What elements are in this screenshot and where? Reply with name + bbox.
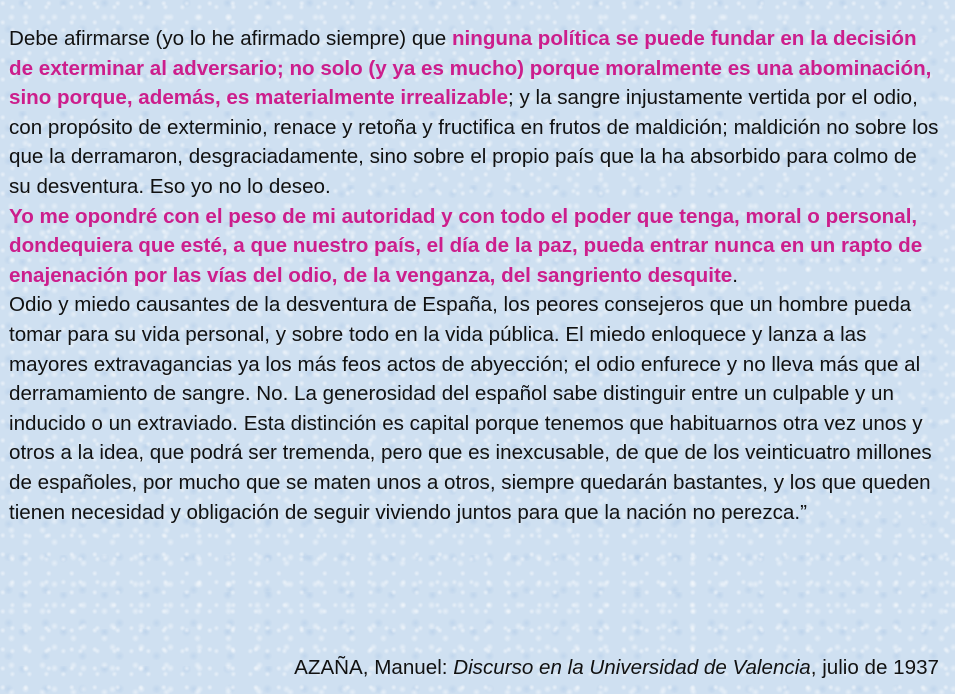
quote-paragraph-1	[9, 24, 943, 202]
citation-date: , julio de 1937	[810, 656, 939, 679]
highlighted-quote-text: Yo me opondré con el peso de mi autoridad y con todo el poder que tenga, moral o personal, dondequiera que esté, a que nuestro país, el día de la paz, pueda entrar nunca en un rapto de enajenación por las vías del odio, de la venganza, del sangriento desquite	[9, 204, 923, 287]
quote-text: .	[732, 263, 738, 287]
quote-text: Debe afirmarse (yo lo he afirmado siempre) que	[9, 27, 452, 50]
quote-text: Odio y miedo causantes de la desventura de España, los peores consejeros que un hombre pueda tomar para su vida personal, y sobre todo en la vida pública. El miedo enloquece y lanza a las mayores extravagancias ya los más feos actos de abyección; el odio enfurece y no lleva más que al derramamiento de sangre. No. La generosidad del español sabe distinguir entre un culpable y un inducido o un extraviado. Esta distinción es capital porque tenemos que habituarnos otra vez unos y otros a la idea, que podrá ser tremenda, pero que es inexcusable, de que de los veinticuatro millones de españoles, por mucho que se maten unos a otros, siempre quedarán bastantes, y los que queden tienen necesidad y obligación de seguir viviendo juntos para que la nación no perezca.”	[9, 293, 932, 524]
highlighted-quote-text: ninguna política se puede fundar en la decisión de exterminar al adversario; no solo (y ya es mucho) porque moralmente es una abominación, sino porque, además, es materialmente irrealizable	[9, 27, 932, 110]
quote-text: ; y la sangre injustamente vertida por el odio, con propósito de exterminio, renace y retoña y fructifica en frutos de maldición; maldición no sobre los que la derramaron, desgraciadamente, sino sobre el propio país que la ha absorbido para colmo de su desventura. Eso yo no lo deseo.	[9, 86, 939, 198]
quote-paragraph-3	[9, 290, 943, 527]
citation-author: AZAÑA, Manuel:	[294, 656, 454, 679]
source-citation	[294, 653, 939, 683]
quote-paragraph-2	[9, 202, 943, 291]
citation-work-title: Discurso en la Universidad de Valencia	[453, 656, 811, 679]
